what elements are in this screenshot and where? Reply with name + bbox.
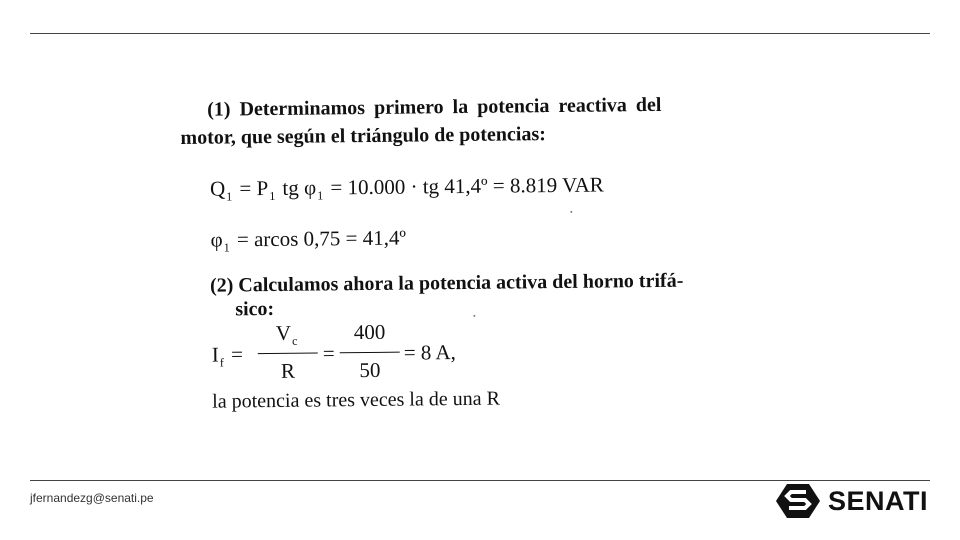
senati-logo [776,482,932,520]
eq3-i: I [211,342,219,367]
paragraph2-line2: sico: [235,297,275,321]
eq2-phi: φ [210,227,223,252]
eq1-rhs: = 10.000 · tg 41,4º = 8.819 VAR [325,172,604,200]
eq1-q: Q [209,176,226,201]
fraction2-bar [340,352,400,354]
final-line: la potencia es tres veces la de una R [212,387,501,413]
frac1-v-sub: c [291,333,298,348]
eq1-tg: tg φ [277,175,317,200]
paragraph2-line1: (2) Calculamos ahora la potencia activa del horno trifá- [209,269,684,297]
footer-email: jfernandezg@senati.pe [30,491,154,505]
fraction1-numerator [257,320,317,348]
fraction1-denominator: R [280,358,296,383]
eq3-eq1: = [225,342,243,367]
eq2-phi-sub: 1 [223,240,230,255]
frac1-v: V [275,320,292,345]
fraction2-denominator: 50 [359,357,381,383]
equation-if [211,342,243,370]
paragraph1-line2: motor, que según el triángulo de potencias: [180,123,546,149]
eq3-i-sub: f [219,355,224,370]
fraction2-numerator: 400 [353,319,386,345]
equation-q1 [209,172,604,204]
fraction1-bar [258,353,318,355]
senati-wordmark: SENATI [828,486,929,516]
eq3-result: = 8 A, [403,340,456,365]
eq1-phi-sub: 1 [317,188,324,203]
senati-emblem-icon [776,482,820,520]
paragraph1-line1: (1) Determinamos primero la potencia reactiva del [207,93,662,121]
eq1-q-sub: 1 [226,189,233,204]
eq1-p: = P [234,176,269,201]
eq1-p-sub: 1 [269,188,276,204]
bottom-rule [30,480,930,481]
scan-speck [473,315,475,317]
eq2-rhs: = arcos 0,75 = 41,4º [231,225,407,252]
scan-speck [570,211,572,213]
scanned-textbook-excerpt [175,86,788,422]
equation-phi1 [210,225,407,255]
top-rule [30,33,930,34]
eq3-eq2: = [322,341,335,366]
